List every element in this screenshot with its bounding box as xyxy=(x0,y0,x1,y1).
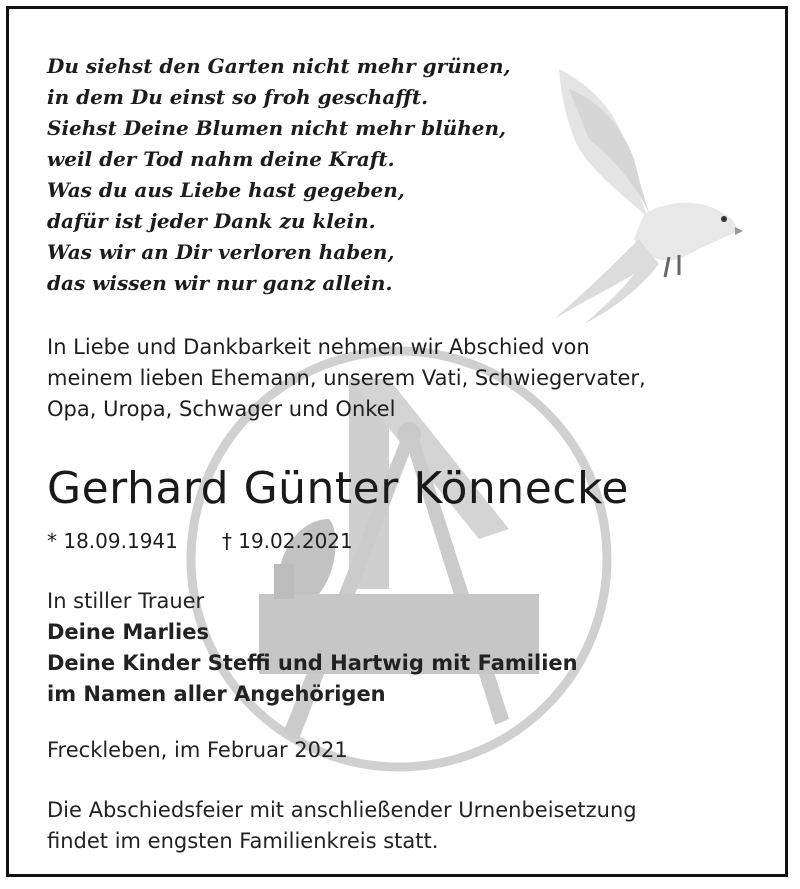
intro-line: meinem lieben Ehemann, unserem Vati, Schwiegervater, xyxy=(47,366,646,390)
deceased-name: Gerhard Günter Könnecke xyxy=(47,463,629,514)
intro-line: Opa, Uropa, Schwager und Onkel xyxy=(47,397,396,421)
mourner-name: Deine Marlies xyxy=(47,620,209,644)
poem-line: weil der Tod nahm deine Kraft. xyxy=(47,147,395,171)
farewell-intro xyxy=(47,332,646,425)
mourner-name: Deine Kinder Steffi und Hartwig mit Familien xyxy=(47,651,578,675)
mourning-lead: In stiller Trauer xyxy=(47,589,205,613)
notice-line: findet im engsten Familienkreis statt. xyxy=(47,829,439,853)
poem-line: in dem Du einst so froh geschafft. xyxy=(47,85,429,109)
poem-line: Was du aus Liebe hast gegeben, xyxy=(47,178,405,202)
mourners xyxy=(47,586,578,710)
poem-line: Siehst Deine Blumen nicht mehr blühen, xyxy=(47,116,506,140)
place-and-date: Freckleben, im Februar 2021 xyxy=(47,738,348,762)
death-date: † 19.02.2021 xyxy=(221,529,353,553)
poem-line: Was wir an Dir verloren haben, xyxy=(47,240,395,264)
poem-line: Du siehst den Garten nicht mehr grünen, xyxy=(47,54,511,78)
life-dates xyxy=(47,529,353,553)
obituary-card xyxy=(6,6,788,877)
birth-date: * 18.09.1941 xyxy=(47,529,178,553)
poem xyxy=(47,51,511,299)
notice-line: Die Abschiedsfeier mit anschließender Urnenbeisetzung xyxy=(47,798,637,822)
ceremony-notice xyxy=(47,795,637,857)
dove-illustration xyxy=(539,49,759,329)
poem-line: das wissen wir nur ganz allein. xyxy=(47,271,393,295)
intro-line: In Liebe und Dankbarkeit nehmen wir Abschied von xyxy=(47,335,590,359)
mourner-name: im Namen aller Angehörigen xyxy=(47,682,386,706)
poem-line: dafür ist jeder Dank zu klein. xyxy=(47,209,376,233)
